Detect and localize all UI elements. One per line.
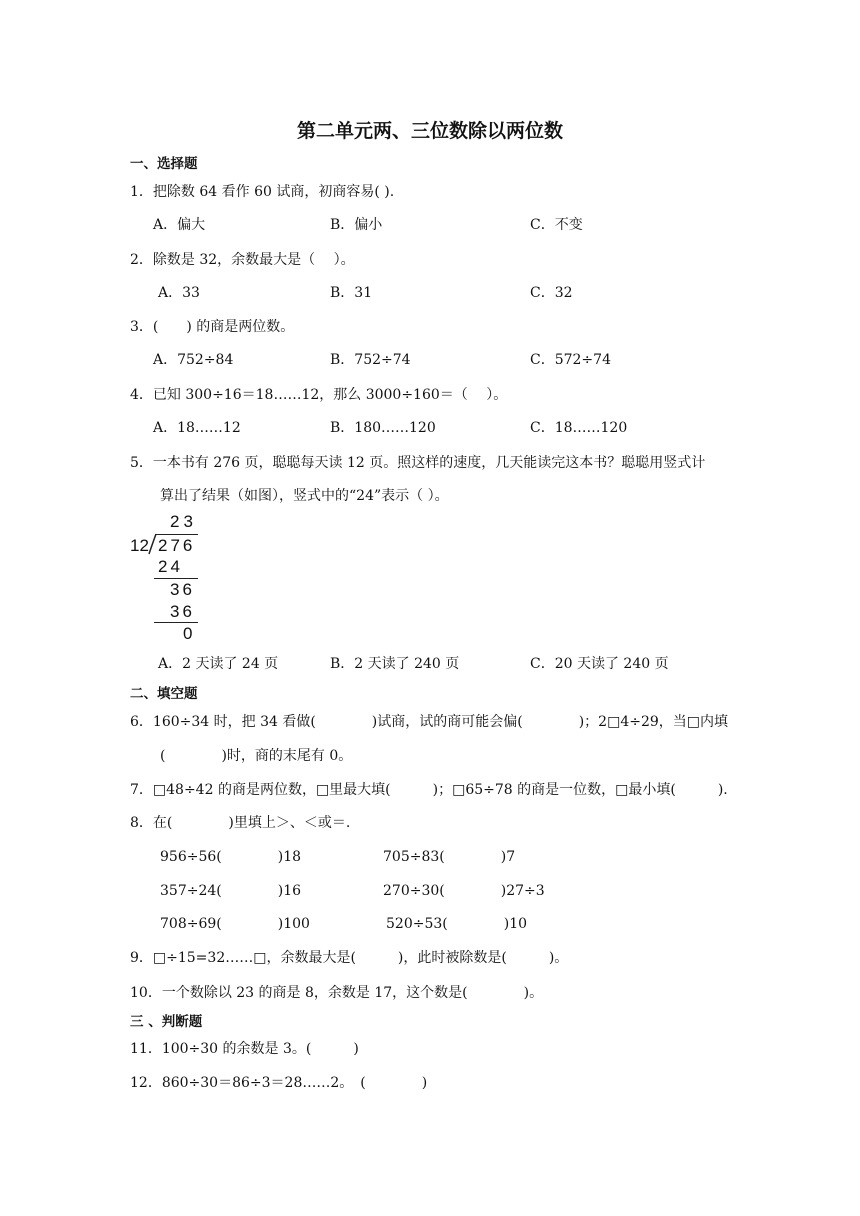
question-1-option-b: B．偏小 — [330, 217, 383, 233]
division-step-2: 36 — [170, 580, 195, 599]
question-2-option-b: B．31 — [330, 285, 373, 301]
question-2-text: 2．除数是 32，余数最大是（ ）。 — [130, 252, 355, 268]
question-6-text-line1: 6．160÷34 时，把 34 看做( )试商，试的商可能会偏( )；2□4÷29，当□内填 — [130, 714, 728, 730]
page-title: 第二单元两、三位数除以两位数 — [296, 120, 563, 142]
question-5-option-a: A．2 天读了 24 页 — [158, 656, 279, 672]
division-remainder: 0 — [183, 624, 193, 643]
section-heading-fill: 二、填空题 — [130, 686, 198, 702]
question-5-option-c: C．20 天读了 240 页 — [530, 656, 669, 672]
question-8-row1-left: 956÷56( )18 — [160, 849, 302, 865]
question-4-text: 4．已知 300÷16＝18……12，那么 3000÷160＝（ ）。 — [130, 387, 508, 403]
division-step-1: 24 — [158, 557, 183, 576]
division-line-2 — [154, 622, 198, 623]
question-8-text: 8．在( )里填上＞、＜或＝. — [130, 815, 351, 831]
question-10-text: 10．一个数除以 23 的商是 8，余数是 17，这个数是( )。 — [130, 985, 544, 1001]
question-4-option-b: B．180……120 — [330, 420, 436, 436]
question-1-option-a: A．偏大 — [153, 217, 206, 233]
question-7-text: 7．□48÷42 的商是两位数，□里最大填( )；□65÷78 的商是一位数，□最小填( ). — [130, 782, 728, 798]
division-line-1 — [154, 578, 198, 579]
question-3-text: 3．( ) 的商是两位数。 — [130, 319, 295, 335]
question-12-text: 12．860÷30＝86÷3＝28……2。 ( ) — [130, 1075, 428, 1091]
division-bracket-curve — [148, 533, 158, 555]
division-dividend: 276 — [158, 536, 196, 555]
question-8-row2-right: 270÷30( )27÷3 — [383, 883, 545, 899]
question-2-option-a: A．33 — [158, 285, 200, 301]
question-8-row3-right: 520÷53( )10 — [386, 916, 528, 932]
question-11-text: 11．100÷30 的余数是 3。( ) — [130, 1041, 359, 1057]
question-4-option-c: C．18……120 — [530, 420, 628, 436]
question-6-text-line2: ( )时，商的末尾有 0。 — [160, 748, 353, 764]
section-heading-judge: 三 、判断题 — [130, 1014, 203, 1030]
question-1-option-c: C．不变 — [530, 217, 583, 233]
division-step-3: 36 — [170, 602, 195, 621]
question-3-option-a: A．752÷84 — [153, 352, 234, 368]
question-1-text: 1．把除数 64 看作 60 试商，初商容易( ). — [130, 184, 395, 200]
question-3-option-c: C．572÷74 — [530, 352, 611, 368]
question-5-text-line1: 5．一本书有 276 页，聪聪每天读 12 页。照这样的速度，几天能读完这本书？聪聪用竖式计 — [130, 455, 706, 471]
section-heading-choice: 一、选择题 — [130, 156, 198, 172]
question-9-text: 9．□÷15=32……□，余数最大是( )，此时被除数是( )。 — [130, 950, 569, 966]
question-2-option-c: C．32 — [530, 285, 573, 301]
question-8-row3-left: 708÷69( )100 — [160, 916, 310, 932]
division-quotient: 23 — [170, 512, 197, 531]
division-bracket-top — [155, 534, 198, 535]
question-5-text-line2: 算出了结果（如图），竖式中的“24”表示（ ）。 — [160, 488, 449, 504]
question-3-option-b: B．752÷74 — [330, 352, 411, 368]
question-8-row2-left: 357÷24( )16 — [160, 883, 302, 899]
division-divisor: 12 — [130, 536, 149, 555]
question-5-option-b: B．2 天读了 240 页 — [330, 656, 460, 672]
question-8-row1-right: 705÷83( )7 — [383, 849, 516, 865]
question-4-option-a: A．18……12 — [153, 420, 241, 436]
long-division-figure — [126, 512, 206, 644]
